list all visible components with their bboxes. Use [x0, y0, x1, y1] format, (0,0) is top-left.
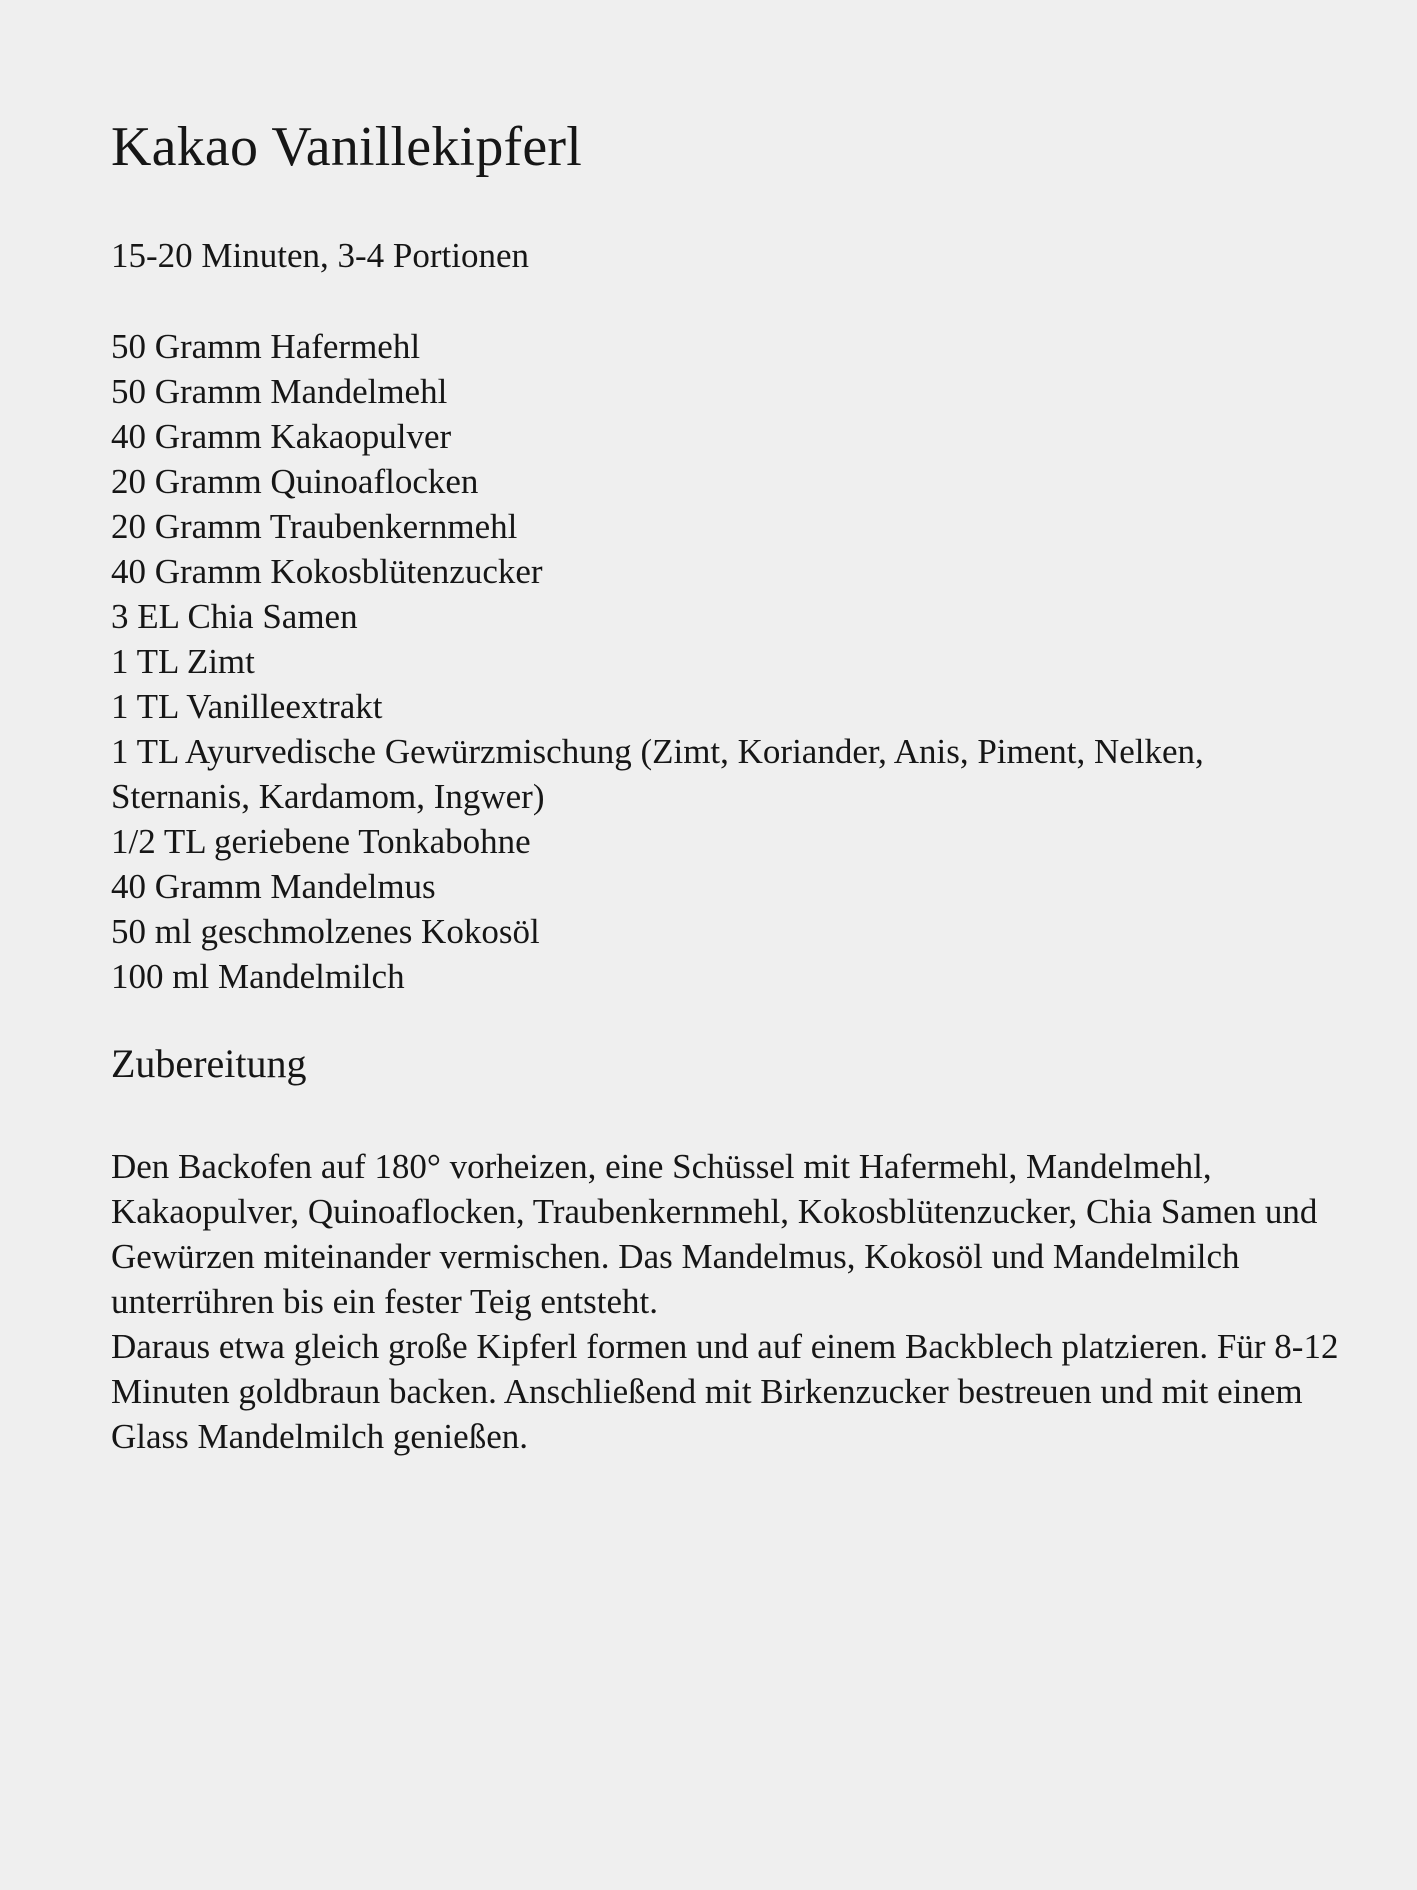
ingredient-item: 1/2 TL geriebene Tonkabohne — [111, 822, 531, 861]
preparation-text — [111, 1144, 1341, 1459]
preparation-paragraph: Den Backofen auf 180° vorheizen, eine Schüssel mit Hafermehl, Mandelmehl, Kakaopulver, Quinoaflocken, Traubenkernmehl, Kokosblütenzucker, Chia Samen und Gewürzen miteinander vermischen. Das Mandelmus, Kokosöl und Mandelmilch unterrühren bis ein fester Teig entsteht. — [111, 1147, 1318, 1321]
ingredient-item: 20 Gramm Quinoaflocken — [111, 462, 479, 501]
ingredient-item: 50 Gramm Hafermehl — [111, 327, 421, 366]
preparation-heading: Zubereitung — [111, 1041, 307, 1086]
preparation-paragraph: Daraus etwa gleich große Kipferl formen und auf einem Backblech platzieren. Für 8-12 Minuten goldbraun backen. Anschließend mit Birkenzucker bestreuen und mit einem Glass Mandelmilch genießen. — [111, 1327, 1339, 1456]
ingredient-item: 50 Gramm Mandelmehl — [111, 372, 448, 411]
recipe-meta: 15-20 Minuten, 3-4 Portionen — [111, 236, 530, 275]
recipe-title: Kakao Vanillekipferl — [111, 116, 583, 178]
ingredient-item: 3 EL Chia Samen — [111, 597, 358, 636]
ingredient-item: 1 TL Vanilleextrakt — [111, 687, 383, 726]
ingredient-item: 1 TL Zimt — [111, 642, 255, 681]
ingredient-list — [111, 324, 1341, 999]
ingredient-item: 100 ml Mandelmilch — [111, 957, 405, 996]
ingredient-item: 50 ml geschmolzenes Kokosöl — [111, 912, 540, 951]
ingredient-item: 1 TL Ayurvedische Gewürzmischung (Zimt, Koriander, Anis, Piment, Nelken, Sternanis, Kardamom, Ingwer) — [111, 732, 1204, 816]
ingredient-item: 40 Gramm Kokosblütenzucker — [111, 552, 543, 591]
ingredient-item: 20 Gramm Traubenkernmehl — [111, 507, 518, 546]
ingredient-item: 40 Gramm Mandelmus — [111, 867, 436, 906]
ingredient-item: 40 Gramm Kakaopulver — [111, 417, 452, 456]
